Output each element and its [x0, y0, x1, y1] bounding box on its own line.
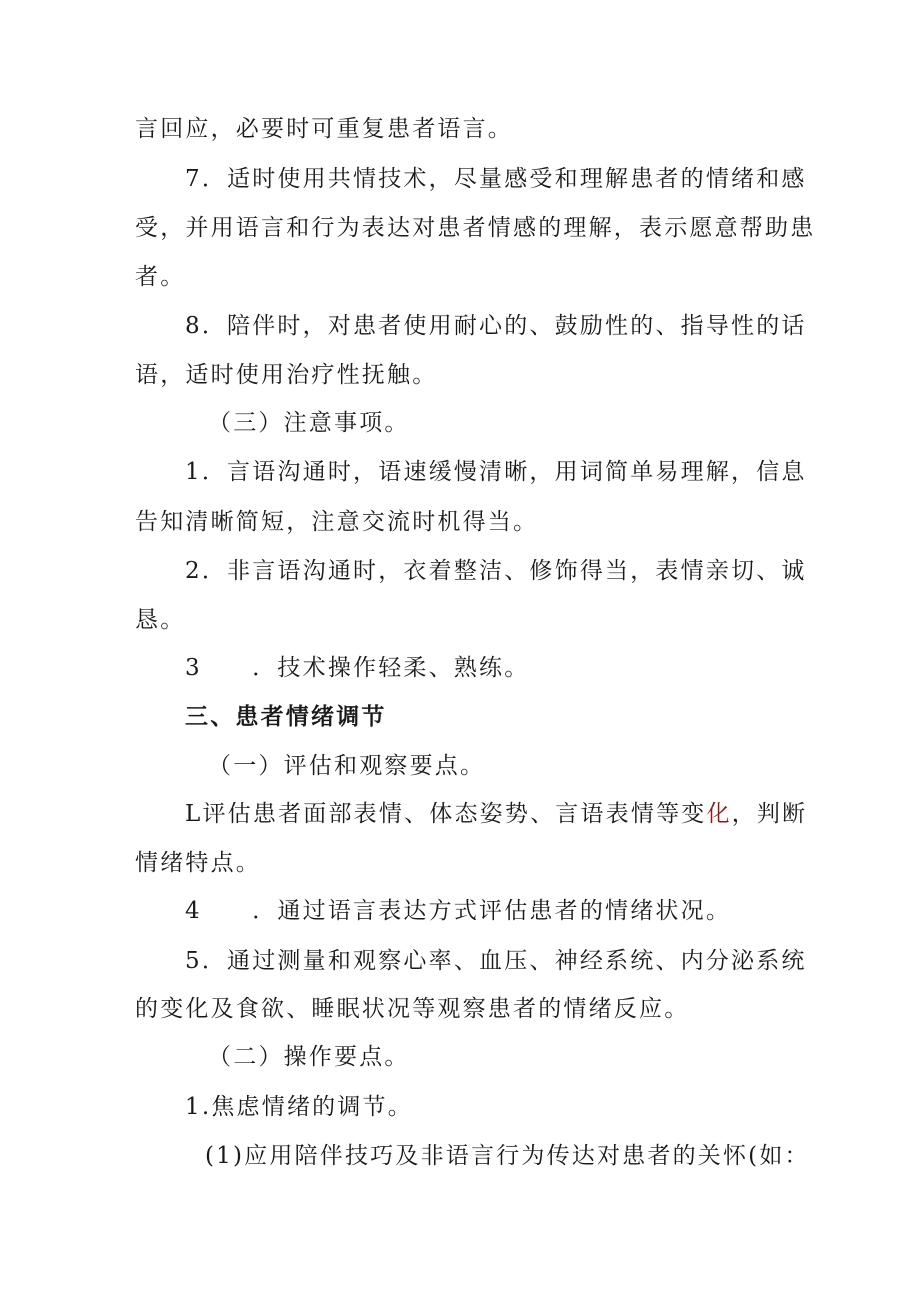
text-line: 者。: [135, 264, 186, 290]
text-line: 4 ．通过语言表达方式评估患者的情绪状况。: [185, 898, 732, 924]
section-subheading: （一）评估和观察要点。: [208, 753, 486, 779]
text-line: 5．通过测量和观察心率、血压、神经系统、内分泌系统: [185, 948, 807, 974]
text-line: 7．适时使用共情技术，尽量感受和理解患者的情绪和感: [185, 166, 807, 192]
text-line: 告知清晰简短，注意交流时机得当。: [135, 509, 539, 535]
text-line: 1．言语沟通时，语速缓慢清晰，用词简单易理解，信息: [185, 459, 807, 485]
text-line: 言回应，必要时可重复患者语言。: [135, 116, 513, 142]
section-subheading: （三）注意事项。: [208, 410, 410, 436]
text-segment: L评估患者面部表情、体态姿势、言语表情等变: [185, 801, 707, 827]
section-subheading: （二）操作要点。: [208, 1044, 410, 1070]
text-line: (1)应用陪伴技巧及非语言行为传达对患者的关怀(如：: [205, 1143, 810, 1169]
text-line: 的变化及食欲、睡眠状况等观察患者的情绪反应。: [135, 996, 690, 1022]
text-line: 情绪特点。: [135, 850, 261, 876]
text-line: 受，并用语言和行为表达对患者情感的理解，表示愿意帮助患: [135, 215, 816, 241]
section-heading: 三、患者情绪调节: [185, 703, 387, 730]
text-line: 8．陪伴时，对患者使用耐心的、鼓励性的、指导性的话: [185, 313, 807, 339]
text-line: 1.焦虑情绪的调节。: [185, 1094, 413, 1120]
text-line: 语，适时使用治疗性抚触。: [135, 362, 438, 388]
text-line: 恳。: [135, 607, 186, 633]
text-line: [185, 799, 807, 829]
text-line: 3 ．技术操作轻柔、熟练。: [185, 655, 530, 681]
text-segment-highlight: 化: [706, 801, 732, 827]
text-line: 2．非言语沟通时，衣着整洁、修饰得当，表情亲切、诚: [185, 558, 807, 584]
text-segment: ，判断: [731, 801, 808, 827]
